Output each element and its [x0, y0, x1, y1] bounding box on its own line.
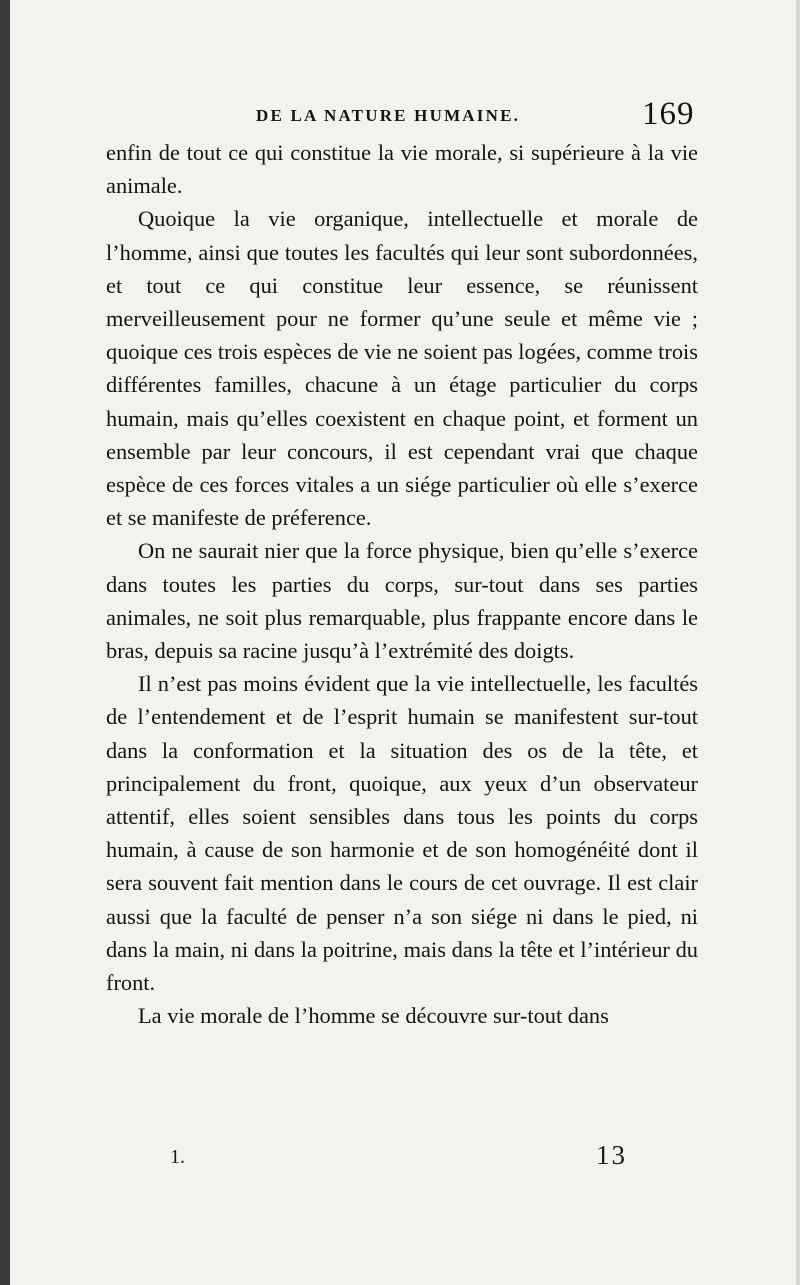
paragraph-continuation: enfin de tout ce qui constitue la vie morale, si supérieure à la vie animale.: [106, 140, 698, 199]
running-head: [10, 96, 800, 140]
page-number: 169: [642, 96, 695, 132]
page-footer: [10, 1140, 800, 1180]
paragraph: Quoique la vie organique, intellectuelle et morale de l’homme, ainsi que toutes les facultés qui leur sont subordonnées, et tout ce qui constitue leur essence, se réunissent merveilleusement pour ne former qu’une seule et même vie ; quoique ces trois espèces de vie ne soient pas logées, comme trois différentes familles, chacune à un étage particulier du corps humain, mais qu’elles coexistent en chaque point, et forment un ensemble par leur concours, il est cependant vrai que chaque espèce de ces forces vitales a un siége particulier où elle s’exerce et se manifeste de préference.: [106, 206, 698, 531]
running-title: DE LA NATURE HUMAINE.: [256, 106, 521, 125]
body-text: [106, 136, 698, 1032]
page-binding-edge: [0, 0, 10, 1285]
paragraph: Il n’est pas moins évident que la vie intellectuelle, les facultés de l’entendement et de l’esprit humain se manifestent sur-tout dans la conformation et la situation des os de la tête, et principalement du front, quoique, aux yeux d’un observateur attentif, elles soient sensibles dans tous les points du corps humain, à cause de son harmonie et de son homogénéité dont il sera souvent fait mention dans le cours de cet ouvrage. Il est clair aussi que la faculté de penser n’a son siége ni dans le pied, ni dans la main, ni dans la poitrine, mais dans la tête et l’intérieur du front.: [106, 671, 698, 996]
page-right-edge: [796, 0, 800, 1285]
sheet-number: 13: [596, 1140, 627, 1170]
signature-mark: 1.: [170, 1146, 185, 1168]
paragraph: On ne saurait nier que la force physique, bien qu’elle s’exerce dans toutes les parties du corps, sur-tout dans ses parties animales, ne soit plus remarquable, plus frappante encore dans le bras, depuis sa racine jusqu’à l’extrémité des doigts.: [106, 538, 698, 664]
paragraph: La vie morale de l’homme se découvre sur-tout dans: [138, 1003, 609, 1029]
book-page: [10, 0, 800, 1285]
